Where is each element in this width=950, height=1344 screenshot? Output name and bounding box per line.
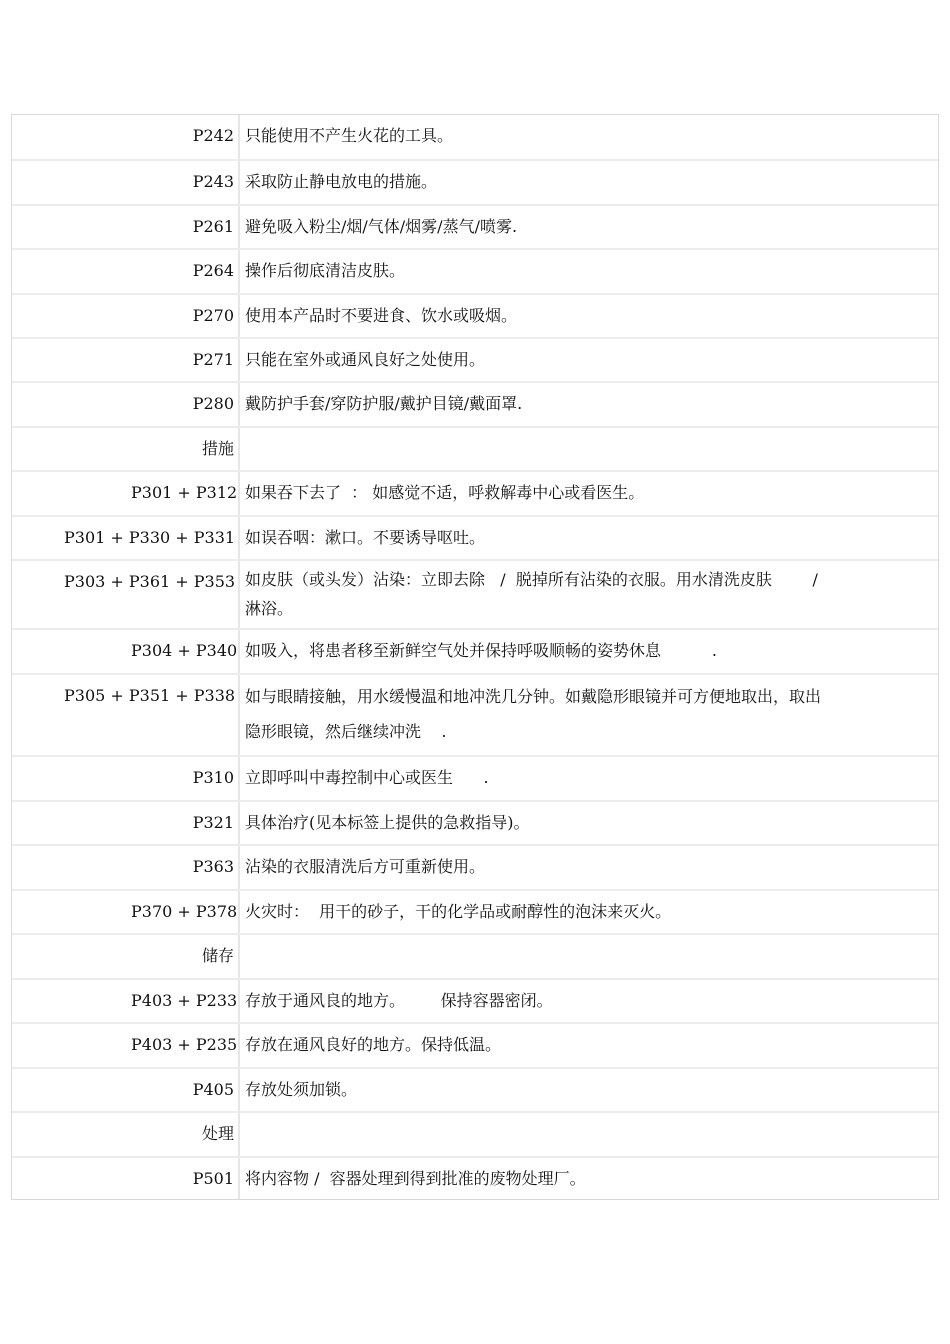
table-row [12, 1022, 938, 1067]
statement-code: P271 [12, 339, 240, 381]
statement-text: 具体治疗(见本标签上提供的急救指导)。 [245, 813, 530, 832]
table-row [12, 115, 938, 159]
statement-text: 只能使用不产生火花的工具。 [245, 126, 454, 145]
statement-code: P261 [12, 206, 240, 248]
statement-text: 使用本产品时不要进食、饮水或吸烟。 [245, 306, 518, 325]
statement-text: 只能在室外或通风良好之处使用。 [245, 350, 486, 369]
table-row [12, 889, 938, 933]
table-row [12, 628, 938, 673]
precautionary-statements-table [11, 114, 939, 1200]
table-row [12, 755, 938, 800]
statement-code: P363 [12, 846, 240, 889]
statement-code: P305 + P351 + P338 [12, 675, 240, 755]
table-row [12, 1156, 938, 1199]
table-row [12, 204, 938, 248]
section-row [12, 426, 938, 470]
statement-text [240, 935, 938, 978]
statement-text: 如误吞咽：漱口。不要诱导呕吐。 [245, 528, 486, 547]
statement-text [240, 1113, 938, 1156]
table-row [12, 381, 938, 426]
table-row [12, 159, 938, 204]
statement-code: P243 [12, 161, 240, 204]
section-heading: 措施 [12, 428, 240, 470]
statement-code: P321 [12, 802, 240, 844]
statement-text: 如果吞下去了 ： 如感觉不适，呼救解毒中心或看医生。 [245, 483, 645, 502]
statement-text: 存放于通风良的地方。 保持容器密闭。 [245, 991, 553, 1010]
statement-code: P403 + P233 [12, 980, 240, 1022]
statement-text: 避免吸入粉尘/烟/气体/烟雾/蒸气/喷雾. [245, 217, 518, 236]
section-heading: 处理 [12, 1113, 240, 1156]
statement-text: 火灾时： 用干的砂子，干的化学品或耐醇性的泡沫来灭火。 [245, 902, 672, 921]
statement-code: P242 [12, 115, 240, 159]
table-row [12, 673, 938, 755]
section-heading: 储存 [12, 935, 240, 978]
table-row [12, 293, 938, 337]
statement-code: P403 + P235 [12, 1024, 240, 1067]
statement-text [240, 428, 938, 470]
statement-text: 立即呼叫中毒控制中心或医生 . [245, 768, 489, 787]
statement-code: P405 [12, 1069, 240, 1111]
statement-text: 如皮肤（或头发）沾染：立即去除 / 脱掉所有沾染的衣服。用水清洗皮肤 / 淋浴。 [245, 570, 818, 618]
statement-text: 戴防护手套/穿防护服/戴护目镜/戴面罩. [245, 394, 523, 413]
section-row [12, 1111, 938, 1156]
statement-text: 存放处须加锁。 [245, 1080, 358, 1099]
statement-text: 如与眼睛接触，用水缓慢温和地冲洗几分钟。如戴隐形眼镜并可方便地取出，取出 隐形眼镜，然后继续冲洗 . [245, 687, 822, 741]
table-row [12, 515, 938, 559]
statement-code: P303 + P361 + P353 [12, 561, 240, 628]
statement-code: P310 [12, 757, 240, 800]
statement-code: P270 [12, 295, 240, 337]
statement-text: 如吸入，将患者移至新鲜空气处并保持呼吸顺畅的姿势休息 . [245, 641, 717, 660]
statement-code: P301 + P330 + P331 [12, 517, 240, 559]
statement-text: 将内容物 / 容器处理到得到批准的废物处理厂。 [245, 1169, 586, 1188]
statement-code: P264 [12, 250, 240, 293]
statement-code: P501 [12, 1158, 240, 1199]
statement-code: P370 + P378 [12, 891, 240, 933]
table-row [12, 470, 938, 515]
statement-text: 沾染的衣服清洗后方可重新使用。 [245, 857, 486, 876]
statement-code: P301 + P312 [12, 472, 240, 515]
table-row [12, 1067, 938, 1111]
statement-code: P280 [12, 383, 240, 426]
table-row [12, 248, 938, 293]
table-row [12, 800, 938, 844]
statement-code: P304 + P340 [12, 630, 240, 673]
section-row [12, 933, 938, 978]
table-row [12, 559, 938, 628]
table-row [12, 844, 938, 889]
statement-text: 存放在通风良好的地方。保持低温。 [245, 1035, 502, 1054]
table-row [12, 978, 938, 1022]
statement-text: 采取防止静电放电的措施。 [245, 172, 438, 191]
statement-text: 操作后彻底清洁皮肤。 [245, 261, 406, 280]
table-row [12, 337, 938, 381]
